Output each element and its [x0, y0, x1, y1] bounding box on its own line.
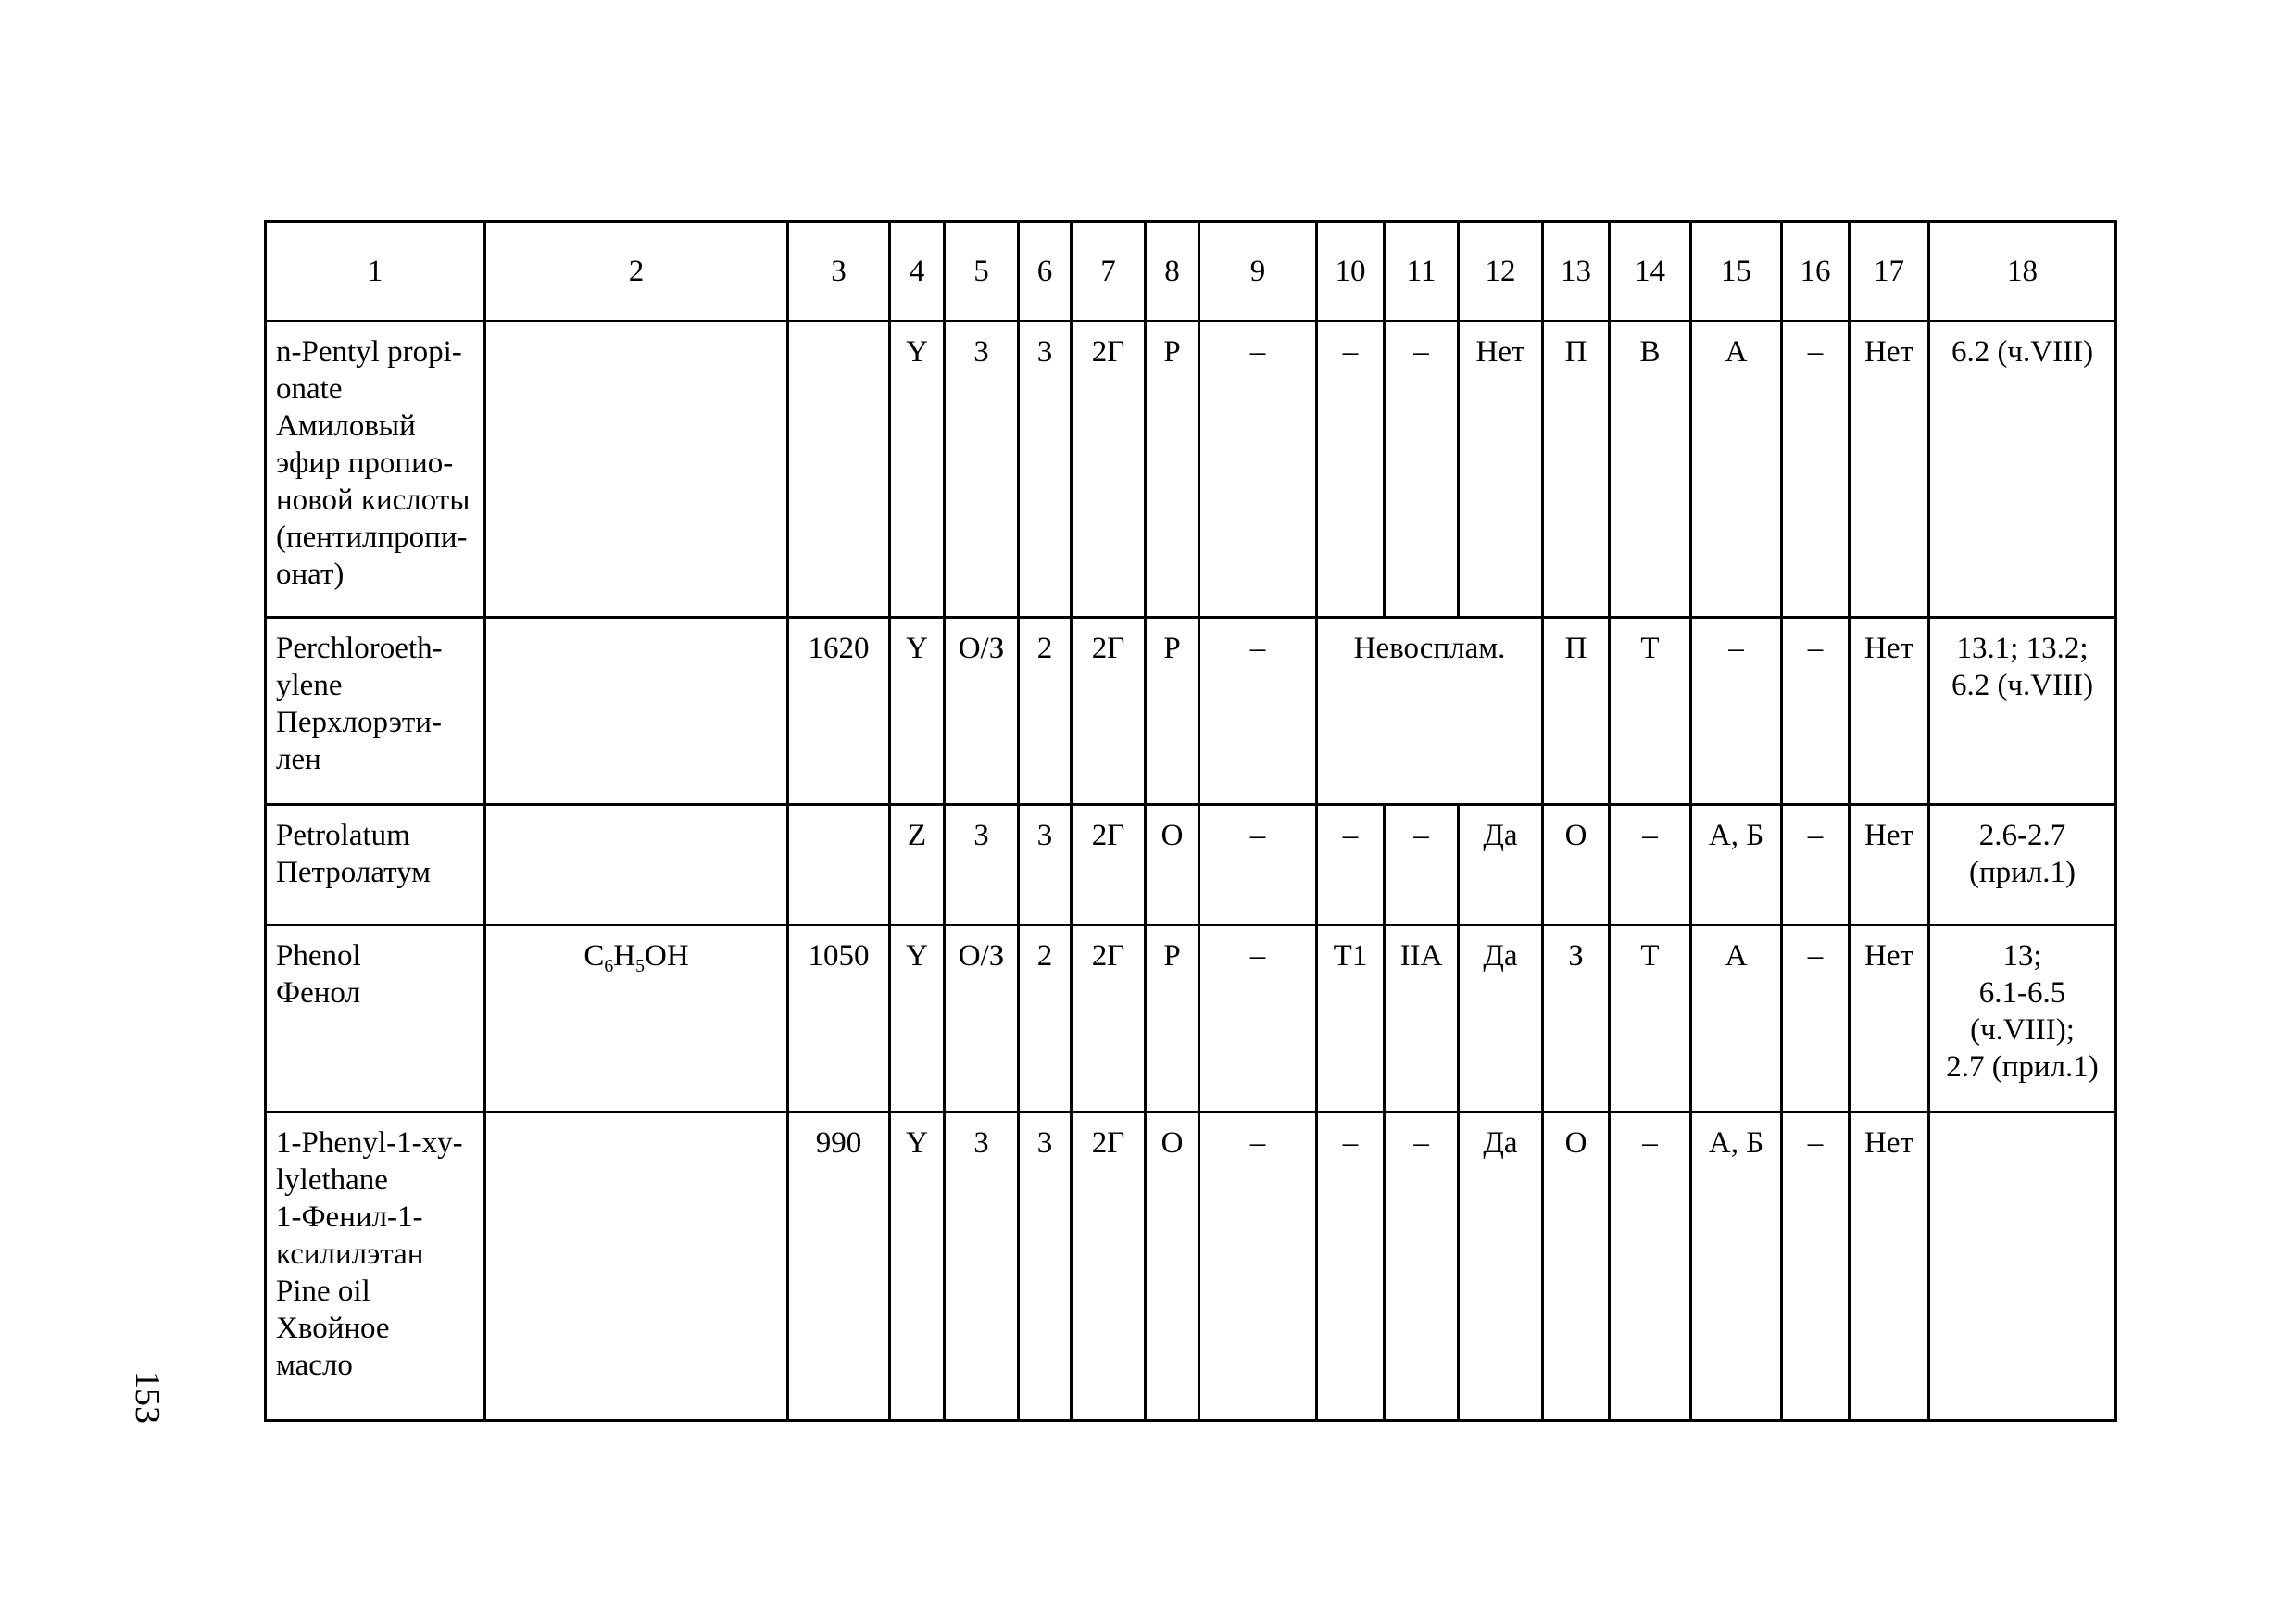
name-line: lylethane [276, 1163, 388, 1197]
cell-col-5: О/З [945, 925, 1019, 1112]
cell-col-7: 2Г [1072, 805, 1146, 925]
name-line: новой кислоты [276, 484, 470, 517]
cell-col-13: П [1543, 321, 1610, 618]
cell-col-4: Z [890, 805, 945, 925]
name-line: Хвойное [276, 1312, 390, 1345]
cell-col-9: – [1199, 618, 1317, 805]
header-cell-3: 3 [788, 222, 890, 321]
ref-line: 6.1-6.5 [1978, 976, 2066, 1010]
cell-col-6: 3 [1019, 321, 1072, 618]
substance-name-cell [266, 618, 485, 805]
formula-subscript: 5 [635, 955, 645, 976]
header-cell-18: 18 [1929, 222, 2116, 321]
cell-col-14: – [1610, 1112, 1691, 1421]
cell-col-16: – [1782, 805, 1850, 925]
ref-line: 6.2 (ч.VIII) [1951, 335, 2094, 369]
cell-col-17: Нет [1850, 925, 1929, 1112]
cell-col-3: 1050 [788, 925, 890, 1112]
formula-cell [485, 805, 788, 925]
substance-name-cell [266, 925, 485, 1112]
name-line: 1-Фенил-1- [276, 1200, 423, 1234]
cell-col-13: О [1543, 1112, 1610, 1421]
name-line: масло [276, 1349, 353, 1382]
formula-subscript: 6 [604, 955, 614, 976]
ref-line: (прил.1) [1968, 856, 2076, 889]
cell-col-12: Нет [1459, 321, 1543, 618]
cell-col-12: Да [1459, 1112, 1543, 1421]
name-line: эфир пропио- [276, 446, 454, 480]
cell-col-11: – [1385, 1112, 1459, 1421]
cell-col-8: Р [1146, 321, 1199, 618]
ref-line: 2.7 (прил.1) [1946, 1050, 2099, 1084]
cell-col-17: Нет [1850, 1112, 1929, 1421]
table-row [266, 925, 2116, 1112]
cell-col-18 [1929, 321, 2116, 618]
cell-col-6: 3 [1019, 805, 1072, 925]
name-line: лен [276, 743, 321, 776]
name-line: n-Pentyl propi- [276, 335, 462, 369]
cell-col-4: Y [890, 925, 945, 1112]
name-line: Петролатум [276, 856, 432, 889]
cell-col-15: А, Б [1691, 805, 1782, 925]
name-line: Phenol [276, 939, 361, 973]
cell-col-9: – [1199, 321, 1317, 618]
formula-element: OH [644, 939, 689, 973]
name-line: Perchloroeth- [276, 632, 443, 665]
formula-cell [485, 618, 788, 805]
cell-col-17: Нет [1850, 618, 1929, 805]
header-cell-17: 17 [1850, 222, 1929, 321]
cell-col-6: 3 [1019, 1112, 1072, 1421]
cell-col-3: 990 [788, 1112, 890, 1421]
cell-col-13: П [1543, 618, 1610, 805]
cell-col-3 [788, 805, 890, 925]
cell-col-8: О [1146, 1112, 1199, 1421]
cell-col-14: Т [1610, 925, 1691, 1112]
header-row [266, 222, 2116, 321]
cell-col-5: З [945, 321, 1019, 618]
cell-col-11: IIA [1385, 925, 1459, 1112]
cell-col-6: 2 [1019, 925, 1072, 1112]
name-line: Petrolatum [276, 819, 410, 852]
cell-col-12: Да [1459, 805, 1543, 925]
cell-col-18 [1929, 805, 2116, 925]
cell-col-9: – [1199, 925, 1317, 1112]
cell-col-11: – [1385, 805, 1459, 925]
cell-col-12: Да [1459, 925, 1543, 1112]
cell-col-3 [788, 321, 890, 618]
formula-cell [485, 925, 788, 1112]
name-line: 1-Phenyl-1-xy- [276, 1126, 463, 1160]
cell-col-4: Y [890, 321, 945, 618]
cell-col-14: Т [1610, 618, 1691, 805]
cell-col-8: Р [1146, 618, 1199, 805]
cell-col-18 [1929, 1112, 2116, 1421]
cell-col-8: Р [1146, 925, 1199, 1112]
header-cell-14: 14 [1610, 222, 1691, 321]
table-row [266, 618, 2116, 805]
cell-col-14: – [1610, 805, 1691, 925]
cell-col-5: З [945, 805, 1019, 925]
substance-name-cell [266, 1112, 485, 1421]
cell-col-10: – [1317, 321, 1385, 618]
cell-col-10: – [1317, 805, 1385, 925]
cell-col-5: О/З [945, 618, 1019, 805]
cell-col-16: – [1782, 618, 1850, 805]
name-line: Pine oil [276, 1275, 370, 1308]
cell-col-7: 2Г [1072, 1112, 1146, 1421]
cell-col-16: – [1782, 321, 1850, 618]
ref-line: (ч.VIII); [1970, 1013, 2075, 1047]
header-cell-7: 7 [1072, 222, 1146, 321]
ref-line: 6.2 (ч.VIII) [1951, 669, 2094, 702]
name-line: Фенол [276, 976, 360, 1010]
header-cell-13: 13 [1543, 222, 1610, 321]
substance-name-cell [266, 805, 485, 925]
cell-col-11: – [1385, 321, 1459, 618]
cell-col-16: – [1782, 925, 1850, 1112]
name-line: ylene [276, 669, 343, 702]
table-row [266, 321, 2116, 618]
name-line: онат) [276, 558, 345, 591]
formula-element: C [583, 939, 605, 973]
cell-col-10: Т1 [1317, 925, 1385, 1112]
cell-col-10: – [1317, 1112, 1385, 1421]
header-cell-15: 15 [1691, 222, 1782, 321]
header-cell-12: 12 [1459, 222, 1543, 321]
cell-col-15: А, Б [1691, 1112, 1782, 1421]
header-cell-4: 4 [890, 222, 945, 321]
cell-col-18 [1929, 925, 2116, 1112]
cell-col-4: Y [890, 1112, 945, 1421]
header-cell-2: 2 [485, 222, 788, 321]
formula-cell [485, 321, 788, 618]
cell-col-15: – [1691, 618, 1782, 805]
cell-col-6: 2 [1019, 618, 1072, 805]
cell-col-17: Нет [1850, 805, 1929, 925]
cell-col-7: 2Г [1072, 618, 1146, 805]
cell-col-16: – [1782, 1112, 1850, 1421]
formula-element: H [613, 939, 636, 973]
header-cell-1: 1 [266, 222, 485, 321]
table-row [266, 1112, 2116, 1421]
header-cell-11: 11 [1385, 222, 1459, 321]
header-cell-16: 16 [1782, 222, 1850, 321]
ref-line: 13.1; 13.2; [1956, 632, 2089, 665]
substances-table [264, 220, 2117, 1422]
header-cell-10: 10 [1317, 222, 1385, 321]
name-line: (пентилпропи- [276, 521, 468, 554]
ref-line: 2.6-2.7 [1978, 819, 2066, 852]
name-line: Амиловый [276, 409, 416, 443]
header-cell-6: 6 [1019, 222, 1072, 321]
cell-col-8: О [1146, 805, 1199, 925]
substance-name-cell [266, 321, 485, 618]
cell-col-7: 2Г [1072, 925, 1146, 1112]
ref-line: 13; [2002, 939, 2042, 973]
name-line: Перхлорэти- [276, 706, 443, 739]
page-number: 153 [128, 1371, 167, 1424]
cell-col-9: – [1199, 805, 1317, 925]
cell-col-4: Y [890, 618, 945, 805]
table-row [266, 805, 2116, 925]
cell-col-5: З [945, 1112, 1019, 1421]
cell-col-13: О [1543, 805, 1610, 925]
name-line: ксилилэтан [276, 1238, 424, 1271]
name-line: onate [276, 372, 343, 406]
cell-col-17: Нет [1850, 321, 1929, 618]
cell-col-15: А [1691, 321, 1782, 618]
header-cell-5: 5 [945, 222, 1019, 321]
cell-col-3: 1620 [788, 618, 890, 805]
cell-col-15: А [1691, 925, 1782, 1112]
cell-col-13: З [1543, 925, 1610, 1112]
cell-col-14: В [1610, 321, 1691, 618]
header-cell-9: 9 [1199, 222, 1317, 321]
cell-col-9: – [1199, 1112, 1317, 1421]
header-cell-8: 8 [1146, 222, 1199, 321]
cell-col-18 [1929, 618, 2116, 805]
cell-col-10-12-merged: Невосплам. [1317, 618, 1543, 805]
cell-col-7: 2Г [1072, 321, 1146, 618]
formula-cell [485, 1112, 788, 1421]
